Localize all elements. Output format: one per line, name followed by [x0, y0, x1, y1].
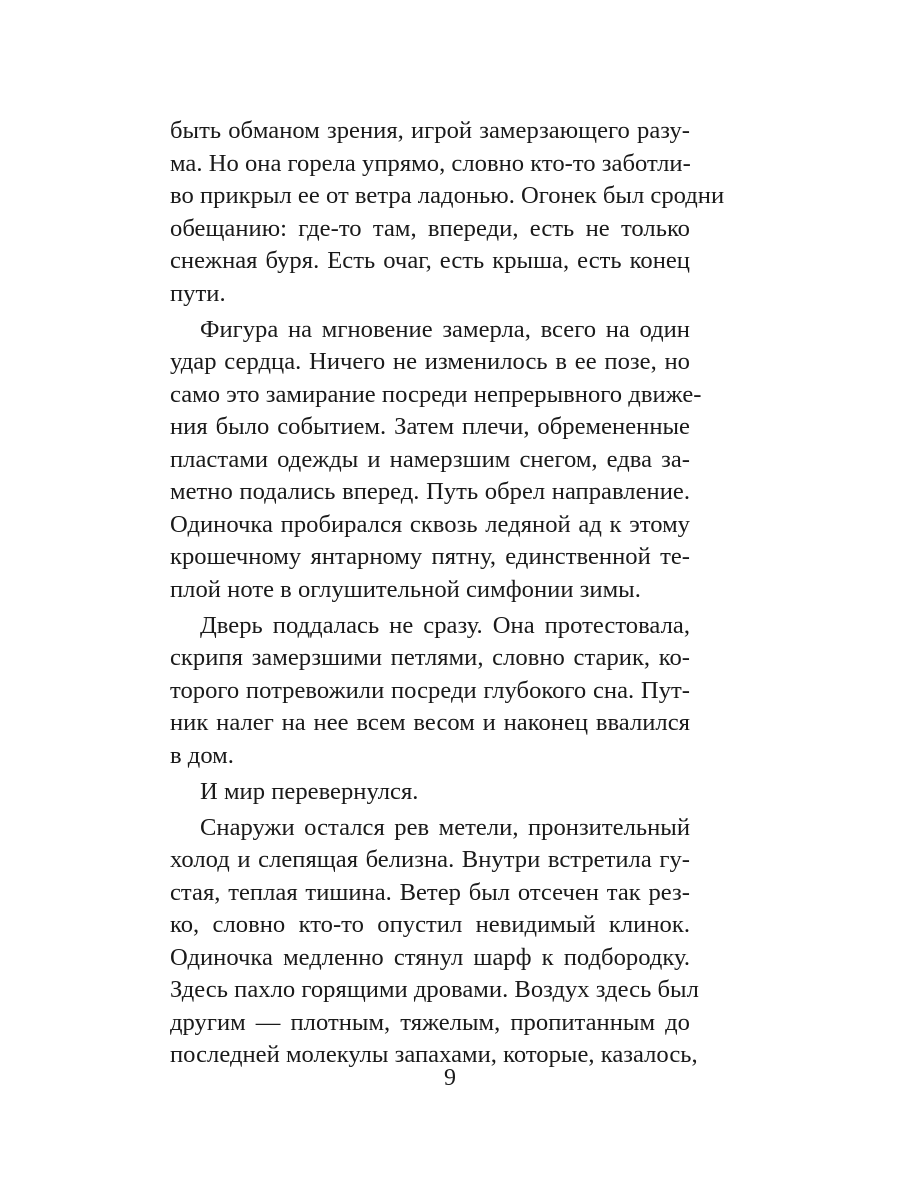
text-line: Одиночка медленно стянул шарф к подбородку. [170, 943, 690, 971]
body-text [170, 115, 725, 1072]
text-line: пластами одежды и намерзшим снегом, едва за- [170, 445, 690, 473]
text-line: Снаружи остался рев метели, пронзительный [200, 813, 690, 841]
text-line: само это замирание посреди непрерывного движе- [170, 380, 702, 408]
text-line: ния было событием. Затем плечи, обремененные [170, 413, 690, 440]
text-line: плой ноте в оглушительной симфонии зимы. [170, 575, 641, 603]
paragraph [170, 314, 702, 607]
text-line: последней молекулы запахами, которые, казалось, [170, 1041, 698, 1068]
text-line: Дверь поддалась не сразу. Она протестовала, [200, 611, 690, 639]
paragraph [170, 812, 699, 1072]
text-line: Здесь пахло горящими дровами. Воздух здесь был [170, 976, 699, 1003]
paragraph [170, 776, 690, 809]
text-line: обещанию: где-то там, впереди, есть не только [170, 214, 690, 242]
text-line: метно подались вперед. Путь обрел направление. [170, 478, 690, 505]
paragraph [170, 115, 725, 310]
text-line: в дом. [170, 741, 234, 769]
text-line: торого потревожили посреди глубокого сна. Пут- [170, 676, 690, 704]
text-line: удар сердца. Ничего не изменилось в ее позе, но [170, 348, 690, 375]
text-line: Фигура на мгновение замерла, всего на один [200, 315, 690, 343]
text-line: ма. Но она горела упрямо, словно кто-то заботли- [170, 149, 691, 177]
text-line: снежная буря. Есть очаг, есть крыша, есть конец [170, 247, 690, 274]
paragraph [170, 610, 690, 773]
text-line: быть обманом зрения, игрой замерзающего разу- [170, 117, 690, 144]
text-line: скрипя замерзшими петлями, словно старик, ко- [170, 644, 690, 671]
text-line: холод и слепящая белизна. Внутри встретила гу- [170, 846, 690, 873]
text-line: другим — плотным, тяжелым, пропитанным до [170, 1008, 690, 1036]
text-line: стая, теплая тишина. Ветер был отсечен так рез- [170, 878, 690, 906]
text-line: И мир перевернулся. [200, 777, 419, 805]
text-line: пути. [170, 279, 226, 307]
text-line: Одиночка пробирался сквозь ледяной ад к этому [170, 510, 690, 538]
page-number: 9 [444, 1065, 456, 1091]
text-line: ник налег на нее всем весом и наконец ввалился [170, 709, 690, 736]
text-line: во прикрыл ее от ветра ладонью. Огонек был сродни [170, 182, 725, 209]
text-line: крошечному янтарному пятну, единственной те- [170, 543, 690, 570]
text-line: ко, словно кто-то опустил невидимый клинок. [170, 911, 690, 938]
